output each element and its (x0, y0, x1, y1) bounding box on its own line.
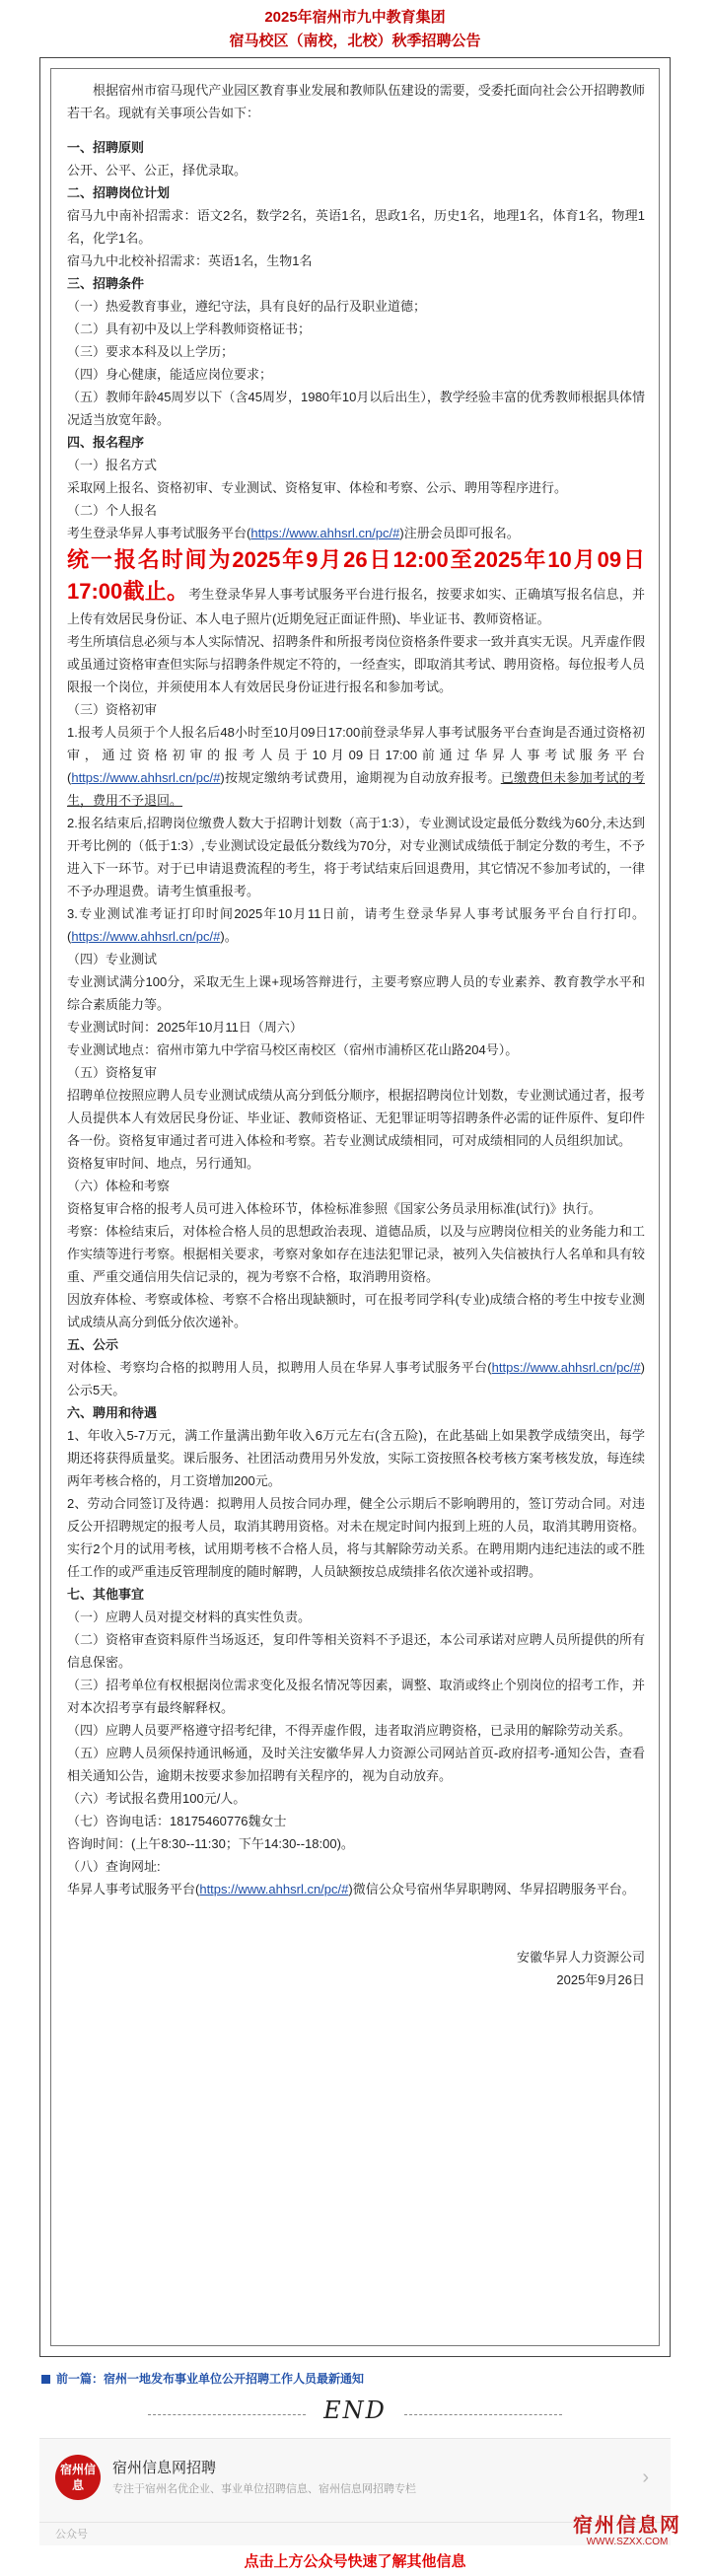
article-frame (39, 57, 671, 2357)
end-divider (0, 2395, 710, 2434)
account-logo: 宿州信息 (55, 2455, 101, 2500)
section-heading: 一、招聘原则 (67, 140, 145, 155)
paragraph: 因放弃体检、考察或体检、考察不合格出现缺额时，可在报考同学科(专业)成绩合格的考生中按专业测试成绩从高分到低分依次递补。 (67, 1292, 645, 1329)
subheading: （二）个人报名 (67, 503, 158, 518)
paragraph: （四）应聘人员要严格遵守招考纪律，不得弄虚作假，违者取消应聘资格，已录用的解除劳动关系。 (67, 1723, 632, 1738)
subheading: （三）资格初审 (67, 702, 158, 717)
divider-line (148, 2414, 306, 2416)
section-heading: 四、报名程序 (67, 435, 145, 450)
paragraph: 专业测试时间：2025年10月11日（周六） (67, 1020, 303, 1035)
paragraph: （一）应聘人员对提交材料的真实性负责。 (67, 1610, 312, 1624)
intro: 根据宿州市宿马现代产业园区教育事业发展和教师队伍建设的需要，受委托面向社会公开招聘教师若干名。现就有关事项公告如下： (67, 83, 645, 120)
subheading: （四）专业测试 (67, 952, 158, 966)
signature-date: 2025年9月26日 (556, 1972, 645, 1987)
paragraph: 咨询时间：(上午8:30--11:30；下午14:30--18:00)。 (67, 1836, 354, 1851)
watermark-text: 宿州信息网 (573, 2513, 681, 2537)
end-label: END (323, 2397, 387, 2424)
paragraph: 1、年收入5-7万元，满工作量满出勤年收入6万元左右(含五险)，在此基础上如果教学成绩突出，每学期还将获得质量奖。课后服务、社团活动费用另外发放，实际工资按照各校考核方案考核发放，每连续两年考核合格的，月工资增加200元。 (67, 1428, 645, 1488)
paragraph: 考生登录华昇人事考试服务平台(https://www.ahhsrl.cn/pc/#)注册会员即可报名。 (67, 526, 520, 540)
platform-link[interactable]: https://www.ahhsrl.cn/pc/# (71, 929, 221, 944)
paragraph: 宿马九中北校补招需求：英语1名，生物1名 (67, 253, 313, 268)
paragraph: 1.报考人员须于个人报名后48小时至10月09日17:00前登录华昇人事考试服务平台查询是否通过资格初审，通过资格初审的报考人员于10月09日17:00前通过华昇人事考试服务平台(https://www.ahhsrl.cn/pc/#)按规定缴纳考试费用，逾期视为自动放弃报考。已缴费但未参加考试的考生，费用不予退回。 (67, 725, 645, 808)
account-type-label: 公众号 (55, 2529, 88, 2540)
watermark-url: WWW.SZXX.COM (586, 2537, 669, 2547)
paragraph: 资格复审合格的报考人员可进入体检环节，体检标准参照《国家公务员录用标准(试行)》执行。 (67, 1201, 602, 1216)
account-description: 专注于宿州名优企业、事业单位招聘信息、宿州信息网招聘专栏 (112, 2483, 416, 2495)
platform-link[interactable]: https://www.ahhsrl.cn/pc/# (250, 526, 400, 540)
paragraph: 专业测试地点：宿州市第九中学宿马校区南校区（宿州市浦桥区花山路204号）。 (67, 1042, 519, 1057)
paragraph: （五）应聘人员须保持通讯畅通，及时关注安徽华昇人力资源公司网站首页-政府招考-通知公告，查看相关通知公告，逾期未按要求参加招聘有关程序的，视为自动放弃。 (67, 1746, 645, 1783)
previous-article-link[interactable]: 前一篇：宿州一地发布事业单位公开招聘工作人员最新通知 (41, 2370, 364, 2387)
title-line-1: 2025年宿州市九中教育集团 (264, 9, 446, 26)
chevron-right-icon: › (642, 2467, 649, 2488)
subheading: （六）体检和考察 (67, 1179, 171, 1193)
condition-item: （四）身心健康，能适应岗位要求； (67, 367, 273, 382)
account-name: 宿州信息网招聘 (112, 2460, 217, 2476)
section-heading: 五、公示 (67, 1337, 119, 1352)
paragraph: 2.报名结束后,招聘岗位缴费人数大于招聘计划数（高于1:3），专业测试设定最低分数线为60分,未达到开考比例的（低于1:3）,专业测试设定最低分数线为70分，对专业测试成绩低于制定分数的考生，不予进入下一环节。对于已申请退费流程的考生，将于考试结束后回退费用，其它情况不参加考试的，一律不予办理退费。请考生慎重报考。 (67, 816, 645, 898)
title-line-2: 宿马校区（南校，北校）秋季招聘公告 (229, 33, 481, 49)
paragraph: 对体检、考察均合格的拟聘用人员，拟聘用人员在华昇人事考试服务平台(https://www.ahhsrl.cn/pc/#)公示5天。 (67, 1360, 645, 1397)
square-bullet-icon (41, 2375, 50, 2384)
paragraph: 3.专业测试准考证打印时间2025年10月11日前，请考生登录华昇人事考试服务平台自行打印。(https://www.ahhsrl.cn/pc/#)。 (67, 906, 645, 944)
divider-line (404, 2414, 562, 2416)
section-heading: 二、招聘岗位计划 (67, 185, 171, 200)
paragraph: 宿马九中南补招需求：语文2名，数学2名，英语1名，思政1名，历史1名，地理1名，体育1名，物理1名，化学1名。 (67, 208, 645, 246)
platform-link[interactable]: https://www.ahhsrl.cn/pc/# (199, 1882, 349, 1896)
paragraph: （八）查询网址: (67, 1859, 161, 1874)
paragraph: 采取网上报名、资格初审、专业测试、资格复审、体检和考察、公示、聘用等程序进行。 (67, 480, 568, 495)
paragraph: 统一报名时间为2025年9月26日12:00至2025年10月09日17:00截止。考生登录华昇人事考试服务平台进行报名，按要求如实、正确填写报名信息，并上传有效居民身份证、本人电子照片(近期免冠正面证件照)、毕业证书、教师资格证。 (67, 547, 645, 626)
paragraph: 招聘单位按照应聘人员专业测试成绩从高分到低分顺序，根据招聘岗位计划数，专业测试通过者，报考人员提供本人有效居民身份证、毕业证、教师资格证、无犯罪证明等招聘条件必需的证件原件、复印件各一份。资格复审通过者可进入体检和考察。若专业测试成绩相同，可对成绩相同的人员组织加试。 (67, 1088, 645, 1148)
follow-prompt: 点击上方公众号快速了解其他信息 (244, 2553, 466, 2570)
signature-org: 安徽华昇人力资源公司 (516, 1950, 645, 1965)
article-body (50, 68, 660, 2346)
subheading: （一）报名方式 (67, 458, 158, 472)
site-watermark (558, 2513, 696, 2552)
paragraph: 华昇人事考试服务平台(https://www.ahhsrl.cn/pc/#)微信公众号宿州华昇职聘网、华昇招聘服务平台。 (67, 1882, 635, 1896)
condition-item: （五）教师年龄45周岁以下（含45周岁，1980年10月以后出生），教学经验丰富的优秀教师根据具体情况适当放宽年龄。 (67, 390, 645, 427)
paragraph: 专业测试满分100分，采取无生上课+现场答辩进行，主要考察应聘人员的专业素养、教育教学水平和综合素质能力等。 (67, 974, 645, 1012)
section-heading: 七、其他事宜 (67, 1587, 145, 1602)
paragraph: 考生所填信息必须与本人实际情况、招聘条件和所报考岗位资格条件要求一致并真实无误。凡弄虚作假或虽通过资格审查但实际与招聘条件规定不符的，一经查实，即取消其考试、聘用资格。每位报考人员限报一个岗位，并须使用本人有效居民身份证进行报名和参加考试。 (67, 634, 645, 694)
platform-link[interactable]: https://www.ahhsrl.cn/pc/# (71, 770, 221, 785)
paragraph: （六）考试报名费用100元/人。 (67, 1791, 247, 1806)
paragraph: （三）招考单位有权根据岗位需求变化及报名情况等因素，调整、取消或终止个别岗位的招考工作，并对本次招考享有最终解释权。 (67, 1678, 645, 1715)
condition-item: （三）要求本科及以上学历； (67, 344, 235, 359)
section-heading: 六、聘用和待遇 (67, 1405, 158, 1420)
paragraph: 公开、公平、公正，择优录取。 (67, 163, 248, 178)
platform-link[interactable]: https://www.ahhsrl.cn/pc/# (491, 1360, 641, 1375)
paragraph: （二）资格审查资料原件当场返还，复印件等相关资料不予退还，本公司承诺对应聘人员所提供的所有信息保密。 (67, 1632, 645, 1670)
paragraph: 资格复审时间、地点，另行通知。 (67, 1156, 260, 1171)
section-heading: 三、招聘条件 (67, 276, 145, 291)
page-header (0, 0, 710, 59)
paragraph: 考察：体检结束后，对体检合格人员的思想政治表现、道德品质，以及与应聘岗位相关的业务能力和工作实绩等进行考察。根据相关要求，考察对象如存在违法犯罪记录，被列入失信被执行人名单和具有较重、严重交通信用失信记录的，视为考察不合格，取消聘用资格。 (67, 1224, 645, 1284)
registration-time-notice: 统一报名时间为2025年9月26日12:00至2025年10月09日17:00截止。 (67, 547, 645, 604)
condition-item: （二）具有初中及以上学科教师资格证书； (67, 322, 312, 336)
condition-item: （一）热爱教育事业，遵纪守法，具有良好的品行及职业道德； (67, 299, 427, 314)
subheading: （五）资格复审 (67, 1065, 158, 1080)
paragraph: （七）咨询电话：18175460776魏女士 (67, 1814, 287, 1828)
paragraph: 2、劳动合同签订及待遇：拟聘用人员按合同办理，健全公示期后不影响聘用的，签订劳动合同。对违反公开招聘规定的报考人员，取消其聘用资格。对未在规定时间内报到上班的人员，取消其聘用资格。实行2个月的试用考核，试用期考核不合格人员，将与其解除劳动关系。在聘用期内违纪违法的或不胜任工作的或严重违反管理制度的随时解聘，人员缺额按总成绩排名依次递补或招聘。 (67, 1496, 645, 1579)
